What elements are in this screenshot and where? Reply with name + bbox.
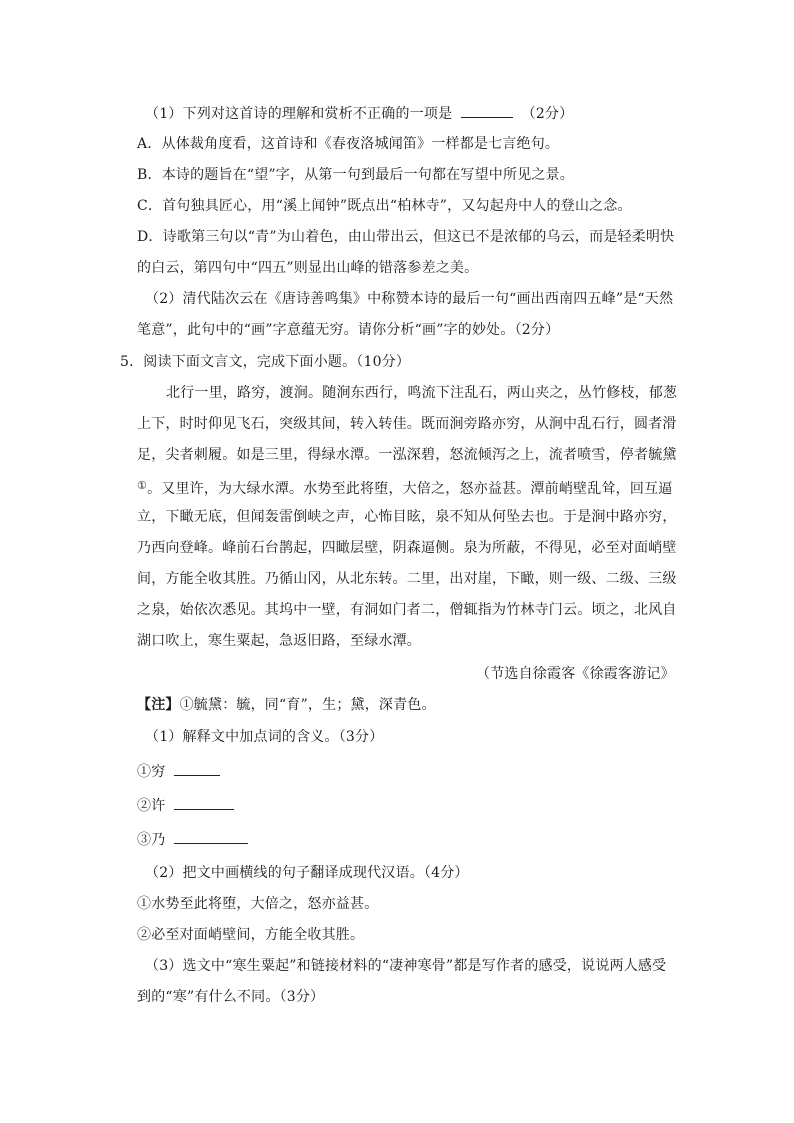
translate-item-2: ②必至对面峭壁间，方能全收其胜。	[137, 927, 365, 943]
word-item-1	[137, 761, 224, 782]
passage-line-4-text: 。又里许，为大绿水潭。水势至此将堕，大倍之，怒亦益甚。潭前峭壁乱耸，回互逼	[147, 481, 673, 497]
q4-sub1-answer-blank[interactable]	[461, 103, 513, 118]
passage-line-4	[137, 476, 672, 499]
word-answer-blank-2[interactable]	[174, 795, 234, 810]
word-answer-blank-1[interactable]	[174, 761, 220, 776]
q5-sub2: （2）把文中画横线的句子翻译成现代汉语。（4分）	[145, 865, 469, 881]
passage-line-9: 湖口吹上，寒生粟起，急返旧路，至绿水潭。	[137, 633, 421, 649]
q4-option-a: A．从体裁角度看，这首诗和《春夜洛城闻笛》一样都是七言绝句。	[137, 136, 560, 152]
translate-item-1: ①水势至此将堕，大倍之，怒亦益甚。	[137, 896, 379, 912]
passage-line-2: 上下，时时仰见飞石，突级其间，转入转佳。既而涧旁路亦穷，从涧中乱石行，圆者滑	[137, 416, 677, 432]
passage-line-3: 足，尖者刺履。如是三里，得绿水潭。一泓深碧，怒流倾泻之上，流者喷雪，停者毓黛	[137, 447, 677, 463]
q4-sub1-stem	[145, 103, 573, 124]
q5-heading: 5．阅读下面文言文，完成下面小题。（10分）	[120, 354, 411, 370]
q5-sub3-line2: 到的“寒”有什么不同。（3分）	[137, 989, 325, 1005]
passage-source: （节选自徐霞客《徐霞客游记》	[476, 666, 675, 682]
q4-option-c: C．首句独具匠心，用“溪上闻钟”既点出“柏林寺”，又勾起舟中人的登山之念。	[137, 198, 632, 214]
q5-sub1: （1）解释文中加点词的含义。（3分）	[145, 729, 384, 745]
passage-line-8: 之泉，始依次悉见。其坞中一壁，有洞如门者二，僧辄指为竹林寺门云。顷之，北风自	[137, 602, 677, 618]
q4-sub1-text: （1）下列对这首诗的理解和赏析不正确的一项是	[145, 106, 453, 122]
passage-line-6: 乃西向登峰。峰前石台鹊起，四瞰层壁，阴森逼侧。泉为所蔽，不得见，必至对面峭壁	[137, 540, 677, 556]
q5-sub3-line1: （3）选文中“寒生粟起”和链接材料的“凄神寒骨”都是写作者的感受，说说两人感受	[145, 958, 667, 974]
q4-sub2-line2: 笔意”，此句中的“画”字意蕴无穷。请你分析“画”字的妙处。（2分）	[137, 322, 560, 338]
q4-option-b: B．本诗的题旨在“望”字，从第一句到最后一句都在写望中所见之景。	[137, 167, 575, 183]
passage-line-5: 立，下瞰无底，但闻轰雷倒峡之声，心怖目眩，泉不知从何坠去也。于是涧中路亦穷，	[137, 509, 677, 525]
word-item-3	[137, 829, 252, 850]
q4-option-d-line2: 的白云，第四句中“四五”则显出山峰的错落参差之美。	[137, 260, 479, 276]
passage-line-7: 间，方能全收其胜。乃循山冈，从北东转。二里，出对崖，下瞰，则一级、二级、三级	[137, 571, 677, 587]
word-item-2	[137, 795, 238, 816]
passage-note	[137, 695, 436, 715]
note-text: ①毓黛：毓，同“育”，生；黛，深青色。	[179, 697, 436, 713]
word-label-1: ①穷	[137, 764, 166, 780]
note-reference-mark: ①	[137, 479, 148, 492]
q4-sub2-line1: （2）清代陆次云在《唐诗善鸣集》中称赞本诗的最后一句“画出西南四五峰”是“天然	[145, 291, 674, 307]
note-label: 【注】	[137, 697, 180, 713]
q4-option-d-line1: D．诗歌第三句以“青”为山着色，由山带出云，但这已不是浓郁的乌云，而是轻柔明快	[137, 229, 675, 245]
q4-sub1-score: （2分）	[521, 106, 574, 122]
word-label-3: ③乃	[137, 832, 166, 848]
word-label-2: ②许	[137, 798, 166, 814]
word-answer-blank-3[interactable]	[174, 829, 248, 844]
passage-line-1: 北行一里，路穷，渡涧。随涧东西行，鸣流下注乱石，两山夹之，丛竹修枝，郁葱	[166, 385, 678, 401]
